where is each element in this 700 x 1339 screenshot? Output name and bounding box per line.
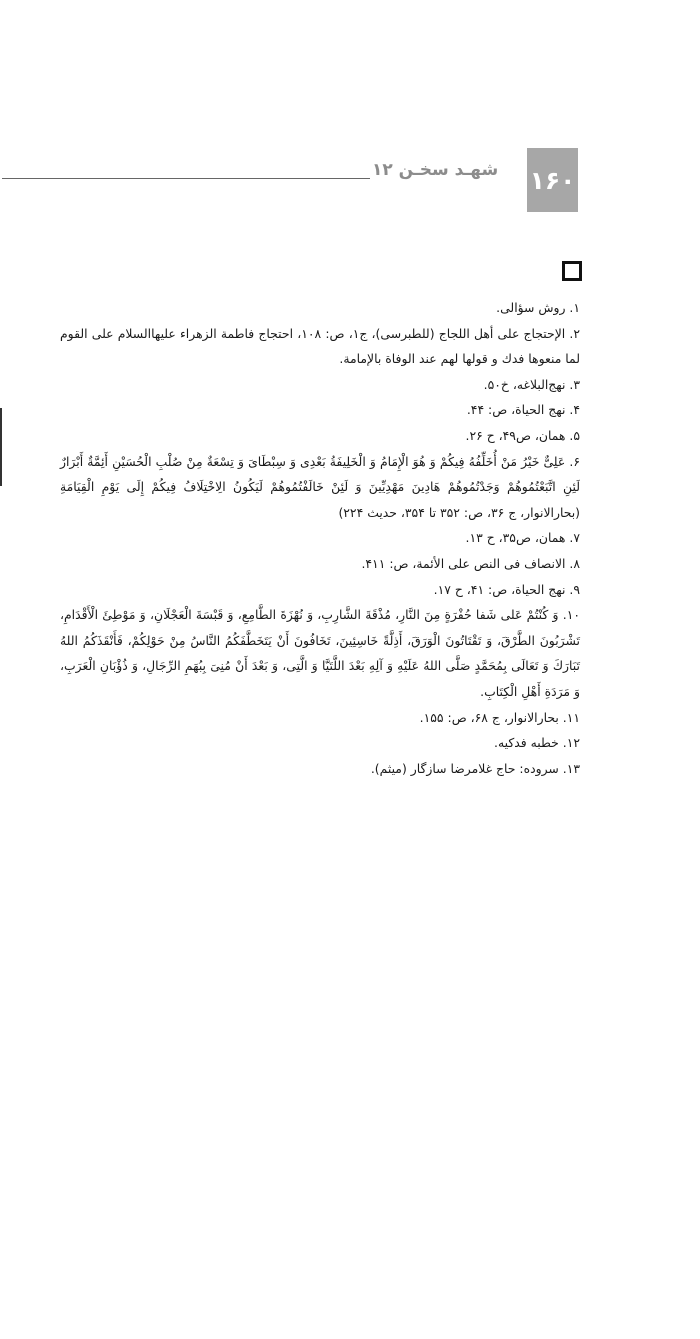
endnote-11: ۱۱. بحارالانوار، ج ۶۸، ص: ۱۵۵. bbox=[419, 709, 580, 725]
endnote-4: ۴. نهج الحیاة، ص: ۴۴. bbox=[466, 402, 580, 418]
endnote-13: ۱۳. سروده: حاج غلامرضا سازگار (میثم). bbox=[370, 760, 580, 776]
endnote-9: ۹. نهج الحیاة، ص: ۴۱، ح ۱۷. bbox=[433, 581, 580, 597]
endnote-2: ۲. الإحتجاج علی أهل اللجاج (للطبرسی)، ج۱، ص: ۱۰۸، احتجاج فاطمة الزهراء علیهاالسلام علی القوم لما منعوها فدك و قولها لهم عند الوفاة بالإمامة. bbox=[60, 325, 580, 367]
running-title: شهـد سخـن ۱۲ bbox=[372, 160, 499, 180]
margin-line bbox=[0, 408, 2, 486]
endnotes-list bbox=[60, 295, 580, 781]
endnote-6: ۶. عَلِیٌّ خَیْرُ مَنْ أُخَلِّفُهُ فِیكُمْ وَ هُوَ الْإِمَامُ وَ الْخَلِیفَةُ بَعْدِی وَ سِبْطَایَ وَ تِسْعَةٌ مِنْ صُلْبِ الْحُسَیْنِ أَئِمَّةٌ أَبْرَارٌ لَئِنِ اتَّبَعْتُمُوهُمْ وَجَدْتُمُوهُمْ هَادِینَ مَهْدِیِّینَ وَ لَئِنْ خَالَفْتُمُوهُمْ لَیَكُونُ الِاخْتِلَافُ فِیكُمْ إِلَی یَوْمِ الْقِیَامَةِ (بحارالانوار، ج ۳۶، ص: ۳۵۲ تا ۳۵۴، حدیث ۲۲۴) bbox=[60, 453, 580, 520]
page-number: ۱۶۰ bbox=[527, 148, 578, 212]
endnote-12: ۱۲. خطبه فدكیه. bbox=[494, 735, 580, 751]
endnote-10: ۱۰. وَ كُنْتُمْ عَلی شَفا حُفْرَةٍ مِنَ النَّارِ، مُذْقَةَ الشَّارِبِ، وَ نُهْزَةَ الطَّامِعِ، وَ قَبْسَةَ الْعَجْلَانِ، وَ مَوْطِئَ الْأَقْدَامِ، تَشْرَبُونَ الطَّرْقَ، وَ تَقْتَاتُونَ الْوَرَقَ، أَذِلَّةً خَاسِئِینَ، تَخَافُونَ أَنْ یَتَخَطَّفَكُمُ النَّاسُ مِنْ حَوْلِكُمْ، فَأَنْقَذَكُمُ اللهُ تَبَارَكَ وَ تَعَالَی بِمُحَمَّدٍ صَلَّی اللهُ عَلَیْهِ وَ آلِهِ بَعْدَ اللَّتَیَّا وَ الَّتِی، وَ بَعْدَ أَنْ مُنِیَ بِبُهَمِ الرِّجَالِ، وَ ذُؤْبَانِ الْعَرَبِ، وَ مَرَدَةِ أَهْلِ الْكِتَابِ. bbox=[60, 607, 580, 699]
endnote-1: ۱. روش سؤالی. bbox=[496, 300, 580, 315]
endnote-8: ۸. الانصاف فی النص علی الأئمة، ص: ۴۱۱. bbox=[361, 555, 580, 571]
section-marker-square-icon bbox=[562, 261, 582, 281]
running-header bbox=[0, 148, 700, 212]
endnote-3: ۳. نهج‌البلاغه، خ۵۰. bbox=[483, 376, 580, 392]
endnote-5: ۵. همان، ص۴۹، ح ۲۶. bbox=[465, 427, 580, 443]
endnote-7: ۷. همان، ص۳۵، ح ۱۳. bbox=[465, 530, 580, 546]
header-rule bbox=[2, 178, 370, 179]
